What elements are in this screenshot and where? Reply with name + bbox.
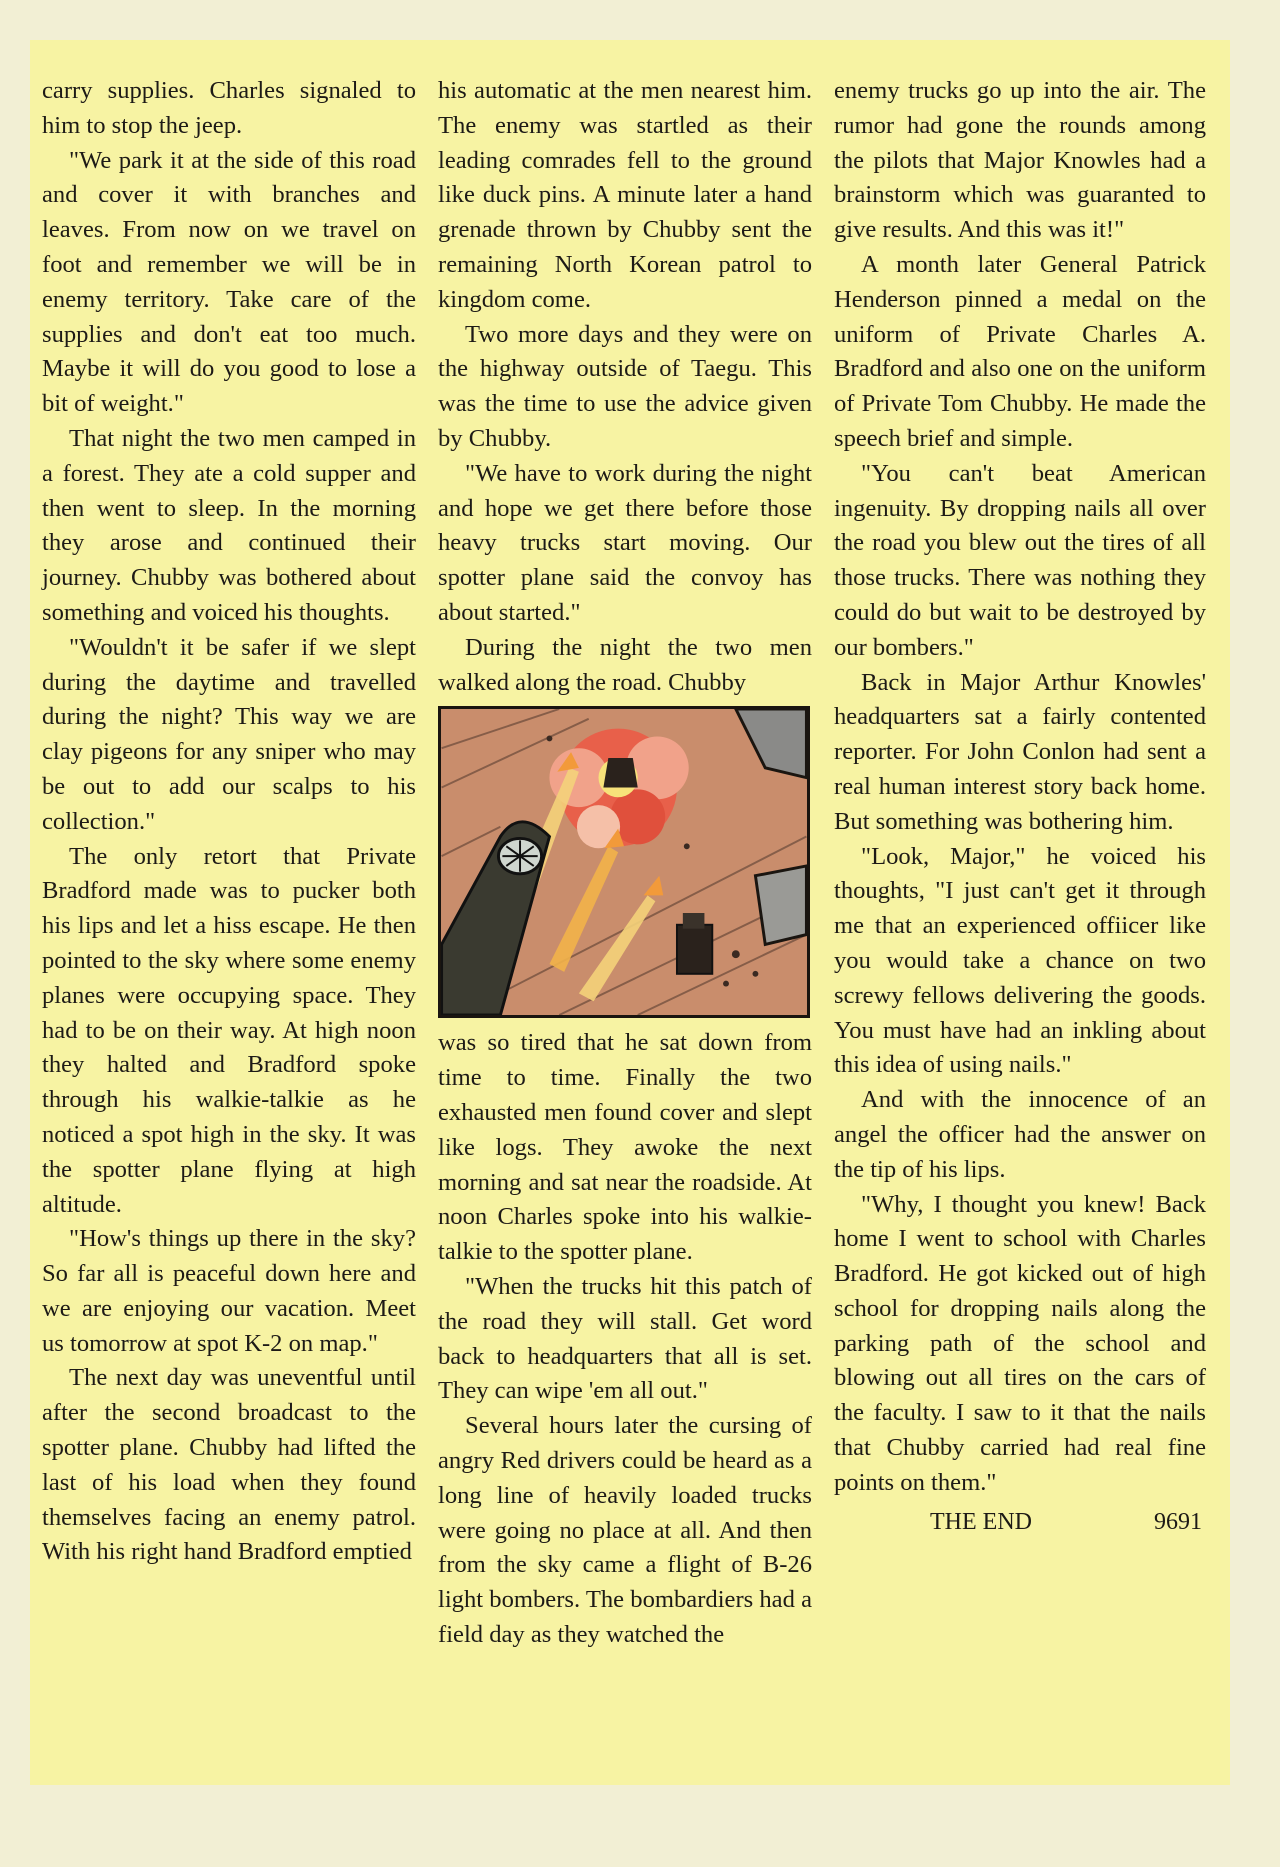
paragraph: Several hours later the cursing of angry Red drivers could be heard as a long line of heavily loaded trucks were going no place at all. And then from the sky came a flight of B-26 light bombers. The bombardiers had a field day as they watched the xyxy=(438,1412,812,1648)
paragraph: Two more days and they were on the highway outside of Taegu. This was the time to use the advice given by Chubby. xyxy=(438,320,812,452)
paragraph: Back in Major Arthur Knowles' headquarters sat a fairly contented reporter. For John Conlon had sent a real human interest story back home. But something was bothering him. xyxy=(834,668,1206,835)
paragraph: "Wouldn't it be safer if we slept during the daytime and travelled during the night? This way we are clay pigeons for any sniper who may be out to add our scalps to his collection." xyxy=(42,633,416,835)
paragraph: his automatic at the men nearest him. The enemy was startled as their leading comrades fell to the ground like duck pins. A minute later a hand grenade thrown by Chubby sent the remaining North Korean patrol to kingdom come. xyxy=(438,77,812,313)
text-column-middle xyxy=(438,74,812,1653)
bombing-illustration xyxy=(441,709,807,1015)
paragraph: "We have to work during the night and hope we get there before those heavy trucks start moving. Our spotter plane said the convoy has about started." xyxy=(438,459,812,626)
paragraph: "We park it at the side of this road and cover it with branches and leaves. From now on we travel on foot and remember we will be in enemy territory. Take care of the supplies and don't eat too much. Maybe it will do you good to lose a bit of weight." xyxy=(42,146,416,418)
paragraph: carry supplies. Charles signaled to him to stop the jeep. xyxy=(42,77,416,139)
paragraph: During the night the two men walked along the road. Chubby xyxy=(438,633,812,696)
paragraph: "Look, Major," he voiced his thoughts, "I just can't get it through me that an experienced offiicer like you would take a chance on two screwy fellows delivering the goods. You must have had an inkling about this idea of using nails." xyxy=(834,842,1206,1079)
paragraph: That night the two men camped in a forest. They ate a cold supper and then went to sleep. In the morning they arose and continued their journey. Chubby was bothered about something and voiced his thoughts. xyxy=(42,424,416,626)
story-code: 9691 xyxy=(1154,1508,1202,1535)
text-column-left xyxy=(42,74,416,1570)
paragraph: "When the trucks hit this patch of the road they will stall. Get word back to headquarters that all is set. They can wipe 'em all out." xyxy=(438,1272,812,1405)
illustration-panel-bombing xyxy=(438,706,810,1018)
truck-side xyxy=(755,866,806,944)
paragraph: "How's things up there in the sky? So far all is peaceful down here and we are enjoying our vacation. Meet us tomorrow at spot K-2 on map." xyxy=(42,1225,416,1357)
text-column-right xyxy=(834,74,1206,1539)
the-end-label: THE END xyxy=(930,1508,1032,1535)
paragraph: The next day was uneventful until after the second broadcast to the spotter plane. Chubby had lifted the last of his load when they found themselves facing an enemy patrol. With his right hand Bradford emptied xyxy=(42,1364,416,1566)
paragraph: "Why, I thought you knew! Back home I went to school with Charles Bradford. He got kicked out of high school for dropping nails along the parking path of the school and blowing out all tires on the cars of the faculty. I saw to it that the nails that Chubby carried had real fine points on them." xyxy=(834,1190,1206,1496)
paragraph: The only retort that Private Bradford made was to pucker both his lips and let a hiss escape. He then pointed to the sky where some enemy planes were occupying space. They had to be on their way. At high noon they halted and Bradford spoke through his walkie-talkie as he noticed a spot high in the sky. It was the spotter plane flying at high altitude. xyxy=(42,842,416,1218)
end-line xyxy=(834,1505,1206,1540)
paragraph: was so tired that he sat down from time to time. Finally the two exhausted men found cover and slept like logs. They awoke the next morning and sat near the roadside. At noon Charles spoke into his walkie-talkie to the spotter plane. xyxy=(438,1029,812,1266)
paragraph: And with the innocence of an angel the officer had the answer on the tip of his lips. xyxy=(834,1086,1206,1183)
paragraph: "You can't beat American ingenuity. By dropping nails all over the road you blew out the tires of all those trucks. There was nothing they could do but wait to be destroyed by our bombers." xyxy=(834,459,1206,661)
paragraph: enemy trucks go up into the air. The rumor had gone the rounds among the pilots that Major Knowles had a brainstorm which was guaranted to give results. And this was it!" xyxy=(834,77,1206,244)
paragraph: A month later General Patrick Henderson pinned a medal on the uniform of Private Charles A. Bradford and also one on the uniform of Private Tom Chubby. He made the speech brief and simple. xyxy=(834,250,1206,452)
